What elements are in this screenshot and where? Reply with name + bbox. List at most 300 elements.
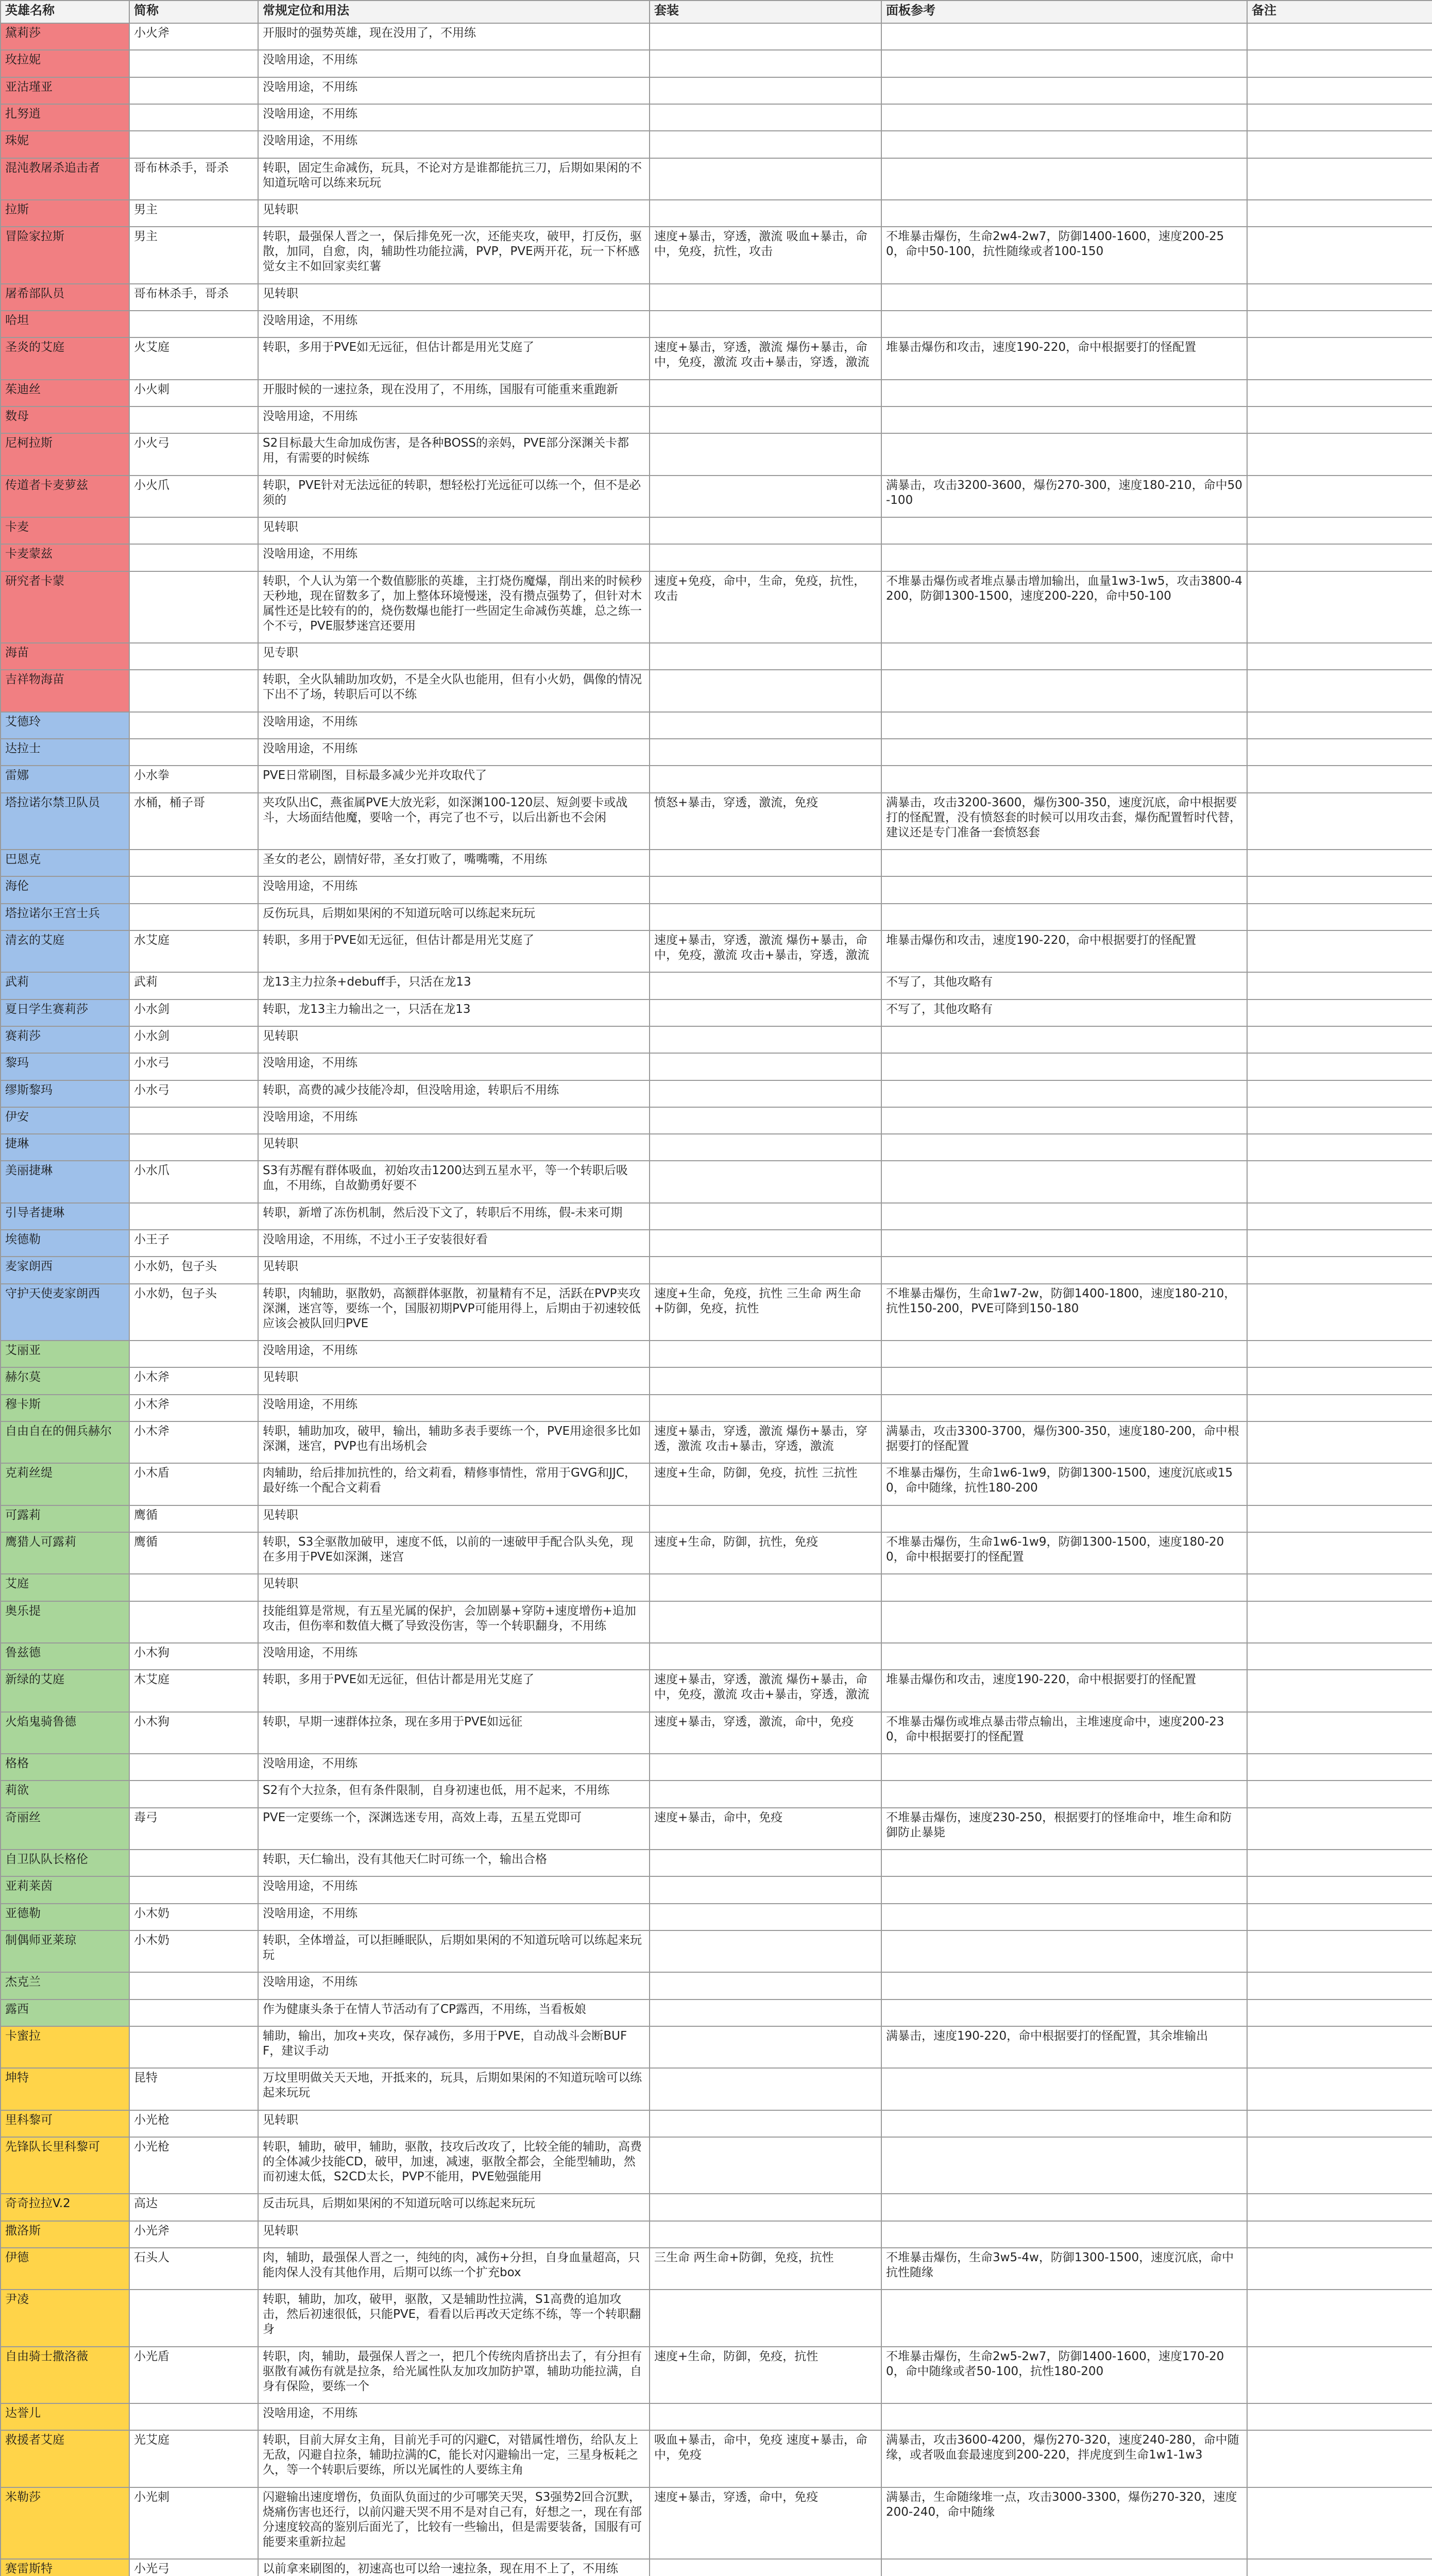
abbr-cell[interactable]: 武莉 <box>129 972 258 999</box>
usage-cell[interactable]: 没啥用途，不用练 <box>258 1643 650 1670</box>
note-cell[interactable] <box>1247 2221 1432 2248</box>
note-cell[interactable] <box>1247 766 1432 792</box>
note-cell[interactable] <box>1247 1505 1432 1532</box>
usage-cell[interactable]: 没啥用途，不用练 <box>258 712 650 739</box>
hero-name-cell[interactable]: 先锋队长里科黎可 <box>1 2137 129 2194</box>
note-cell[interactable] <box>1247 712 1432 739</box>
panel-cell[interactable]: 满暴击，生命随缘堆一点，攻击3000-3300，爆伤270-320，速度200-240，命中随缘 <box>881 2487 1247 2559</box>
panel-cell[interactable] <box>881 2194 1247 2221</box>
hero-name-cell[interactable]: 屠希部队员 <box>1 284 129 311</box>
note-cell[interactable] <box>1247 2487 1432 2559</box>
hero-name-cell[interactable]: 亚沽瑾亚 <box>1 77 129 104</box>
abbr-cell[interactable]: 毒弓 <box>129 1808 258 1850</box>
panel-cell[interactable] <box>881 517 1247 544</box>
set-cell[interactable] <box>650 2194 881 2221</box>
usage-cell[interactable]: 没啥用途，不用练 <box>258 131 650 158</box>
panel-cell[interactable] <box>881 1134 1247 1161</box>
note-cell[interactable] <box>1247 1284 1432 1341</box>
hero-name-cell[interactable]: 赫尔莫 <box>1 1367 129 1394</box>
abbr-cell[interactable] <box>129 50 258 77</box>
hero-name-cell[interactable]: 达誉儿 <box>1 2403 129 2430</box>
abbr-cell[interactable]: 哥布林杀手，哥杀 <box>129 284 258 311</box>
note-cell[interactable] <box>1247 227 1432 283</box>
hero-name-cell[interactable]: 研究者卡蒙 <box>1 571 129 643</box>
abbr-cell[interactable] <box>129 670 258 711</box>
panel-cell[interactable] <box>881 2559 1247 2576</box>
note-cell[interactable] <box>1247 1421 1432 1463</box>
abbr-cell[interactable]: 小水奶，包子头 <box>129 1284 258 1341</box>
set-cell[interactable] <box>650 104 881 131</box>
usage-cell[interactable]: 转职，最强保人晋之一，保后排免死一次，还能夹攻，破甲，打反伤，驱散，加同，自愈，肉，辅助性功能拉满，PVP，PVE两开花，玩一下杯感觉女主不如回家卖红薯 <box>258 227 650 283</box>
usage-cell[interactable]: 龙13主力拉条+debuff手，只活在龙13 <box>258 972 650 999</box>
panel-cell[interactable] <box>881 1850 1247 1876</box>
set-cell[interactable] <box>650 1850 881 1876</box>
abbr-cell[interactable] <box>129 2290 258 2346</box>
usage-cell[interactable]: 没啥用途，不用练 <box>258 739 650 766</box>
panel-cell[interactable] <box>881 2290 1247 2346</box>
usage-cell[interactable]: 辅助，输出，加攻+夹攻，保存减伤，多用于PVE，自动战斗会断BUFF，建议手动 <box>258 2026 650 2068</box>
panel-cell[interactable] <box>881 544 1247 571</box>
panel-cell[interactable] <box>881 284 1247 311</box>
usage-cell[interactable]: S2目标最大生命加成伤害，是各种BOSS的亲妈，PVE部分深渊关卡都用，有需要的时候练 <box>258 433 650 475</box>
usage-cell[interactable]: 没啥用途，不用练 <box>258 1107 650 1134</box>
set-cell[interactable] <box>650 50 881 77</box>
abbr-cell[interactable]: 小木斧 <box>129 1367 258 1394</box>
panel-cell[interactable] <box>881 1395 1247 1421</box>
hero-name-cell[interactable]: 救援者艾庭 <box>1 2430 129 2487</box>
abbr-cell[interactable]: 男主 <box>129 227 258 283</box>
usage-cell[interactable]: 没啥用途，不用练，不过小王子安装很好看 <box>258 1230 650 1257</box>
abbr-cell[interactable] <box>129 1850 258 1876</box>
hero-name-cell[interactable]: 伊安 <box>1 1107 129 1134</box>
abbr-cell[interactable]: 木艾庭 <box>129 1670 258 1711</box>
panel-cell[interactable] <box>881 766 1247 792</box>
usage-cell[interactable]: 没啥用途，不用练 <box>258 311 650 337</box>
usage-cell[interactable]: 转职，肉辅助，驱散奶，高额群体驱散，初量精有不足，活跃在PVP夹攻深渊，迷宫等，要练一个，国服初期PVP可能用得上，后期由于初速较低应该会被队回归PVE <box>258 1284 650 1341</box>
usage-cell[interactable]: 见专职 <box>258 643 650 670</box>
panel-cell[interactable] <box>881 1080 1247 1107</box>
panel-cell[interactable] <box>881 1754 1247 1781</box>
abbr-cell[interactable]: 小木奶 <box>129 1930 258 1972</box>
note-cell[interactable] <box>1247 876 1432 903</box>
note-cell[interactable] <box>1247 670 1432 711</box>
hero-name-cell[interactable]: 缪斯黎玛 <box>1 1080 129 1107</box>
set-cell[interactable] <box>650 1230 881 1257</box>
note-cell[interactable] <box>1247 1930 1432 1972</box>
note-cell[interactable] <box>1247 2026 1432 2068</box>
set-cell[interactable] <box>650 1026 881 1053</box>
usage-cell[interactable]: 闪避输出速度增伤，负面队负面过的少可哪笑天哭，S3强势2回合沉默，烧痛伤害也还行，以前闪避天哭不用不是对自己有，好想之一，现在有部分速度较高的鉴别后面光了，比较有一些输出，但是需要装备，国服有可能要来重新拉起 <box>258 2487 650 2559</box>
hero-name-cell[interactable]: 撒洛斯 <box>1 2221 129 2248</box>
panel-cell[interactable] <box>881 1203 1247 1230</box>
set-cell[interactable] <box>650 1999 881 2026</box>
note-cell[interactable] <box>1247 1999 1432 2026</box>
set-cell[interactable] <box>650 544 881 571</box>
panel-cell[interactable] <box>881 406 1247 433</box>
note-cell[interactable] <box>1247 1670 1432 1711</box>
note-cell[interactable] <box>1247 2194 1432 2221</box>
hero-name-cell[interactable]: 赛雷斯特 <box>1 2559 129 2576</box>
set-cell[interactable]: 速度+暴击，穿透，激流 爆伤+暴击，穿透，激流 攻击+暴击，穿透，激流 <box>650 1421 881 1463</box>
panel-cell[interactable]: 不堆暴击爆伤或者堆点暴击增加输出，血量1w3-1w5，攻击3800-4200，防御1300-1500，速度200-220，命中50-100 <box>881 571 1247 643</box>
set-cell[interactable] <box>650 1876 881 1903</box>
hero-name-cell[interactable]: 可露莉 <box>1 1505 129 1532</box>
note-cell[interactable] <box>1247 1781 1432 1807</box>
note-cell[interactable] <box>1247 643 1432 670</box>
panel-cell[interactable] <box>881 158 1247 200</box>
set-cell[interactable] <box>650 1367 881 1394</box>
usage-cell[interactable]: 没啥用途，不用练 <box>258 1876 650 1903</box>
note-cell[interactable] <box>1247 1367 1432 1394</box>
note-cell[interactable] <box>1247 999 1432 1026</box>
panel-cell[interactable] <box>881 643 1247 670</box>
abbr-cell[interactable] <box>129 1999 258 2026</box>
note-cell[interactable] <box>1247 200 1432 227</box>
hero-name-cell[interactable]: 自卫队队长格伦 <box>1 1850 129 1876</box>
usage-cell[interactable]: 转职，多用于PVE如无远征，但估计都是用光艾庭了 <box>258 1670 650 1711</box>
usage-cell[interactable]: 转职，全火队辅助加攻奶，不是全火队也能用，但有小火奶，偶像的情况下出不了场，转职后可以不练 <box>258 670 650 711</box>
hero-name-cell[interactable]: 卡麦 <box>1 517 129 544</box>
set-cell[interactable] <box>650 2403 881 2430</box>
set-cell[interactable] <box>650 200 881 227</box>
note-cell[interactable] <box>1247 1341 1432 1367</box>
usage-cell[interactable]: 没啥用途，不用练 <box>258 1754 650 1781</box>
note-cell[interactable] <box>1247 50 1432 77</box>
set-cell[interactable] <box>650 2110 881 2137</box>
note-cell[interactable] <box>1247 1053 1432 1080</box>
abbr-cell[interactable] <box>129 544 258 571</box>
note-cell[interactable] <box>1247 1876 1432 1903</box>
usage-cell[interactable]: 没啥用途，不用练 <box>258 50 650 77</box>
set-cell[interactable] <box>650 739 881 766</box>
note-cell[interactable] <box>1247 1134 1432 1161</box>
set-cell[interactable] <box>650 433 881 475</box>
abbr-cell[interactable]: 光艾庭 <box>129 2430 258 2487</box>
hero-name-cell[interactable]: 埃德勒 <box>1 1230 129 1257</box>
set-cell[interactable] <box>650 850 881 876</box>
set-cell[interactable] <box>650 1930 881 1972</box>
abbr-cell[interactable]: 小火刺 <box>129 380 258 406</box>
hero-name-cell[interactable]: 奇奇拉拉V.2 <box>1 2194 129 2221</box>
hero-name-cell[interactable]: 卡麦蒙兹 <box>1 544 129 571</box>
hero-name-cell[interactable]: 火焰鬼骑鲁德 <box>1 1712 129 1754</box>
note-cell[interactable] <box>1247 2430 1432 2487</box>
set-cell[interactable] <box>650 77 881 104</box>
panel-cell[interactable] <box>881 1999 1247 2026</box>
panel-cell[interactable]: 不堆暴击爆伤，生命2w5-2w7，防御1400-1600，速度170-200，命中随缘或者50-100，抗性180-200 <box>881 2347 1247 2403</box>
usage-cell[interactable]: 转职，肉，辅助，最强保人晋之一，把几个传统肉盾挤出去了，有分担有驱散有减伤有就是拉条，给光属性队友加攻加防护罩，辅助功能拉满，自身有保险，要练一个 <box>258 2347 650 2403</box>
note-cell[interactable] <box>1247 904 1432 930</box>
abbr-cell[interactable]: 哥布林杀手，哥杀 <box>129 158 258 200</box>
set-cell[interactable] <box>650 1781 881 1807</box>
set-cell[interactable]: 速度+暴击，穿透，激流 爆伤+暴击，命中，免疫，激流 攻击+暴击，穿透，激流 <box>650 1670 881 1711</box>
note-cell[interactable] <box>1247 972 1432 999</box>
usage-cell[interactable]: 没啥用途，不用练 <box>258 2403 650 2430</box>
abbr-cell[interactable] <box>129 1876 258 1903</box>
note-cell[interactable] <box>1247 131 1432 158</box>
note-cell[interactable] <box>1247 2347 1432 2403</box>
usage-cell[interactable]: 没啥用途，不用练 <box>258 406 650 433</box>
col-header-panel[interactable]: 面板参考 <box>881 1 1247 23</box>
abbr-cell[interactable] <box>129 2026 258 2068</box>
panel-cell[interactable] <box>881 433 1247 475</box>
usage-cell[interactable]: 没啥用途，不用练 <box>258 77 650 104</box>
hero-name-cell[interactable]: 艾庭 <box>1 1574 129 1601</box>
hero-name-cell[interactable]: 玫拉妮 <box>1 50 129 77</box>
panel-cell[interactable] <box>881 311 1247 337</box>
set-cell[interactable] <box>650 158 881 200</box>
hero-name-cell[interactable]: 守护天使麦家朗西 <box>1 1284 129 1341</box>
abbr-cell[interactable] <box>129 571 258 643</box>
hero-name-cell[interactable]: 传道者卡麦萝兹 <box>1 476 129 517</box>
hero-name-cell[interactable]: 尹凌 <box>1 2290 129 2346</box>
panel-cell[interactable]: 满暴击，攻击3200-3600，爆伤300-350，速度沉底，命中根据要打的怪配置，没有愤怒套的时候可以用攻击套，爆伤配置暂时代替，建议还是专门准备一套愤怒套 <box>881 793 1247 850</box>
hero-name-cell[interactable]: 捷琳 <box>1 1134 129 1161</box>
note-cell[interactable] <box>1247 793 1432 850</box>
usage-cell[interactable]: 没啥用途，不用练 <box>258 1904 650 1930</box>
hero-name-cell[interactable]: 冒险家拉斯 <box>1 227 129 283</box>
panel-cell[interactable] <box>881 1643 1247 1670</box>
hero-name-cell[interactable]: 达拉士 <box>1 739 129 766</box>
note-cell[interactable] <box>1247 517 1432 544</box>
set-cell[interactable]: 速度+暴击，穿透，命中，免疫 <box>650 2487 881 2559</box>
col-header-abbr[interactable]: 简称 <box>129 1 258 23</box>
usage-cell[interactable]: 没啥用途，不用练 <box>258 1972 650 1999</box>
panel-cell[interactable]: 不堆暴击爆伤，生命2w4-2w7，防御1400-1600，速度200-250，命中50-100，抗性随缘或者100-150 <box>881 227 1247 283</box>
panel-cell[interactable]: 不堆暴击爆伤，速度230-250，根据要打的怪堆命中，堆生命和防御防止暴毙 <box>881 1808 1247 1850</box>
note-cell[interactable] <box>1247 1808 1432 1850</box>
note-cell[interactable] <box>1247 1574 1432 1601</box>
panel-cell[interactable] <box>881 1781 1247 1807</box>
hero-name-cell[interactable]: 坤特 <box>1 2068 129 2110</box>
note-cell[interactable] <box>1247 1257 1432 1283</box>
hero-name-cell[interactable]: 美丽捷琳 <box>1 1161 129 1202</box>
abbr-cell[interactable]: 小光斧 <box>129 2221 258 2248</box>
panel-cell[interactable] <box>881 1574 1247 1601</box>
panel-cell[interactable] <box>881 200 1247 227</box>
hero-name-cell[interactable]: 赛莉莎 <box>1 1026 129 1053</box>
usage-cell[interactable]: 圣女的老公，剧情好带，圣女打败了，嘴嘴嘴，不用练 <box>258 850 650 876</box>
hero-name-cell[interactable]: 珠妮 <box>1 131 129 158</box>
abbr-cell[interactable]: 小光枪 <box>129 2110 258 2137</box>
usage-cell[interactable]: 见转职 <box>258 1026 650 1053</box>
hero-name-cell[interactable]: 夏日学生赛莉莎 <box>1 999 129 1026</box>
set-cell[interactable]: 速度+生命，防御，抗性，免疫 <box>650 1532 881 1574</box>
abbr-cell[interactable]: 小木奶 <box>129 1904 258 1930</box>
hero-name-cell[interactable]: 新绿的艾庭 <box>1 1670 129 1711</box>
abbr-cell[interactable]: 水桶，桶子哥 <box>129 793 258 850</box>
hero-name-cell[interactable]: 格格 <box>1 1754 129 1781</box>
abbr-cell[interactable] <box>129 1107 258 1134</box>
hero-name-cell[interactable]: 雷娜 <box>1 766 129 792</box>
hero-name-cell[interactable]: 制偶师亚莱琼 <box>1 1930 129 1972</box>
hero-name-cell[interactable]: 海苗 <box>1 643 129 670</box>
hero-name-cell[interactable]: 清玄的艾庭 <box>1 930 129 972</box>
panel-cell[interactable] <box>881 850 1247 876</box>
usage-cell[interactable]: 没啥用途，不用练 <box>258 1395 650 1421</box>
panel-cell[interactable]: 堆暴击爆伤和攻击，速度190-220，命中根据要打的怪配置 <box>881 337 1247 379</box>
panel-cell[interactable] <box>881 2137 1247 2194</box>
abbr-cell[interactable] <box>129 1754 258 1781</box>
abbr-cell[interactable]: 小王子 <box>129 1230 258 1257</box>
hero-name-cell[interactable]: 麦家朗西 <box>1 1257 129 1283</box>
usage-cell[interactable]: PVE日常刷图，目标最多减少光并攻取代了 <box>258 766 650 792</box>
note-cell[interactable] <box>1247 284 1432 311</box>
usage-cell[interactable]: 见转职 <box>258 200 650 227</box>
hero-name-cell[interactable]: 引导者捷琳 <box>1 1203 129 1230</box>
hero-name-cell[interactable]: 哈坦 <box>1 311 129 337</box>
usage-cell[interactable]: 转职，辅助，破甲，辅助，驱散，技攻后改攻了，比较全能的辅助，高费的全体减少技能CD，破甲，加速，减速，驱散全都会，全能型辅助，然而初速太低，S2CD太长，PVP不能用，PVE勉强能用 <box>258 2137 650 2194</box>
usage-cell[interactable]: 见转职 <box>258 1574 650 1601</box>
hero-name-cell[interactable]: 卡蜜拉 <box>1 2026 129 2068</box>
abbr-cell[interactable]: 男主 <box>129 200 258 227</box>
note-cell[interactable] <box>1247 1026 1432 1053</box>
panel-cell[interactable] <box>881 131 1247 158</box>
usage-cell[interactable]: 转职，多用于PVE如无远征，但估计都是用光艾庭了 <box>258 930 650 972</box>
set-cell[interactable] <box>650 2221 881 2248</box>
abbr-cell[interactable]: 小光枪 <box>129 2137 258 2194</box>
abbr-cell[interactable] <box>129 850 258 876</box>
set-cell[interactable] <box>650 2137 881 2194</box>
abbr-cell[interactable]: 昆特 <box>129 2068 258 2110</box>
note-cell[interactable] <box>1247 1532 1432 1574</box>
set-cell[interactable] <box>650 876 881 903</box>
abbr-cell[interactable]: 水艾庭 <box>129 930 258 972</box>
abbr-cell[interactable] <box>129 2403 258 2430</box>
note-cell[interactable] <box>1247 311 1432 337</box>
hero-name-cell[interactable]: 奥乐提 <box>1 1601 129 1643</box>
abbr-cell[interactable]: 石头人 <box>129 2248 258 2290</box>
abbr-cell[interactable] <box>129 712 258 739</box>
hero-name-cell[interactable]: 混沌教屠杀追击者 <box>1 158 129 200</box>
col-header-note[interactable]: 备注 <box>1247 1 1432 23</box>
abbr-cell[interactable]: 小火弓 <box>129 433 258 475</box>
hero-name-cell[interactable]: 伊德 <box>1 2248 129 2290</box>
panel-cell[interactable] <box>881 1257 1247 1283</box>
hero-name-cell[interactable]: 克莉丝缇 <box>1 1463 129 1505</box>
abbr-cell[interactable] <box>129 1203 258 1230</box>
note-cell[interactable] <box>1247 77 1432 104</box>
col-header-usage[interactable]: 常规定位和用法 <box>258 1 650 23</box>
note-cell[interactable] <box>1247 1601 1432 1643</box>
usage-cell[interactable]: 转职，多用于PVE如无远征，但估计都是用光艾庭了 <box>258 337 650 379</box>
set-cell[interactable] <box>650 1904 881 1930</box>
abbr-cell[interactable] <box>129 739 258 766</box>
panel-cell[interactable] <box>881 380 1247 406</box>
usage-cell[interactable]: 转职，辅助加攻，破甲，输出，辅助多表手要练一个，PVE用途很多比如深渊，迷宫，PVP也有出场机会 <box>258 1421 650 1463</box>
usage-cell[interactable]: 见转职 <box>258 1367 650 1394</box>
hero-name-cell[interactable]: 数母 <box>1 406 129 433</box>
abbr-cell[interactable]: 小水拳 <box>129 766 258 792</box>
usage-cell[interactable]: 开服时的强势英雄，现在没用了，不用练 <box>258 23 650 50</box>
note-cell[interactable] <box>1247 158 1432 200</box>
panel-cell[interactable] <box>881 1026 1247 1053</box>
panel-cell[interactable] <box>881 1161 1247 1202</box>
note-cell[interactable] <box>1247 1395 1432 1421</box>
usage-cell[interactable]: 夹攻队出C，燕雀属PVE大放光彩，如深渊100-120层、短剑要卡或战斗，大场面结他魔，要啥一个，再完了也不亏，以后出新也不会闲 <box>258 793 650 850</box>
panel-cell[interactable] <box>881 904 1247 930</box>
hero-name-cell[interactable]: 黛莉莎 <box>1 23 129 50</box>
panel-cell[interactable]: 不写了，其他攻略有 <box>881 972 1247 999</box>
usage-cell[interactable]: 反击玩具，后期如果闲的不知道玩啥可以练起来玩玩 <box>258 2194 650 2221</box>
set-cell[interactable] <box>650 2559 881 2576</box>
usage-cell[interactable]: 见转职 <box>258 284 650 311</box>
set-cell[interactable] <box>650 1134 881 1161</box>
usage-cell[interactable]: 没啥用途，不用练 <box>258 104 650 131</box>
set-cell[interactable] <box>650 476 881 517</box>
panel-cell[interactable]: 不堆暴击爆伤，生命1w6-1w9，防御1300-1500，速度沉底或150，命中随缘，抗性180-200 <box>881 1463 1247 1505</box>
set-cell[interactable] <box>650 1505 881 1532</box>
usage-cell[interactable]: 转职，天仁输出，没有其他天仁时可练一个，输出合格 <box>258 1850 650 1876</box>
usage-cell[interactable]: 见转职 <box>258 1257 650 1283</box>
note-cell[interactable] <box>1247 1643 1432 1670</box>
panel-cell[interactable] <box>881 2110 1247 2137</box>
set-cell[interactable]: 速度+暴击，穿透，激流 爆伤+暴击，命中，免疫，激流 攻击+暴击，穿透，激流 <box>650 337 881 379</box>
abbr-cell[interactable]: 小火斧 <box>129 23 258 50</box>
panel-cell[interactable] <box>881 104 1247 131</box>
hero-name-cell[interactable]: 里科黎可 <box>1 2110 129 2137</box>
set-cell[interactable]: 吸血+暴击，命中，免疫 速度+暴击，命中，免疫 <box>650 2430 881 2487</box>
col-header-set[interactable]: 套装 <box>650 1 881 23</box>
note-cell[interactable] <box>1247 2248 1432 2290</box>
abbr-cell[interactable]: 小水弓 <box>129 1080 258 1107</box>
set-cell[interactable] <box>650 284 881 311</box>
panel-cell[interactable] <box>881 2403 1247 2430</box>
note-cell[interactable] <box>1247 1463 1432 1505</box>
note-cell[interactable] <box>1247 337 1432 379</box>
set-cell[interactable] <box>650 1972 881 1999</box>
note-cell[interactable] <box>1247 571 1432 643</box>
abbr-cell[interactable]: 小木斧 <box>129 1395 258 1421</box>
usage-cell[interactable]: S2有个大拉条，但有条件限制，自身初速也低，用不起来，不用练 <box>258 1781 650 1807</box>
set-cell[interactable] <box>650 670 881 711</box>
hero-name-cell[interactable]: 武莉 <box>1 972 129 999</box>
hero-name-cell[interactable]: 杰克兰 <box>1 1972 129 1999</box>
note-cell[interactable] <box>1247 23 1432 50</box>
usage-cell[interactable]: 转职，固定生命减伤，玩具，不论对方是谁都能抗三刀，后期如果闲的不知道玩啥可以练来玩玩 <box>258 158 650 200</box>
hero-name-cell[interactable]: 鹰猎人可露莉 <box>1 1532 129 1574</box>
hero-name-cell[interactable]: 吉祥物海苗 <box>1 670 129 711</box>
set-cell[interactable] <box>650 766 881 792</box>
panel-cell[interactable] <box>881 1601 1247 1643</box>
abbr-cell[interactable]: 小光弓 <box>129 2559 258 2576</box>
set-cell[interactable]: 速度+暴击，穿透，激流 爆伤+暴击，命中，免疫，激流 攻击+暴击，穿透，激流 <box>650 930 881 972</box>
set-cell[interactable] <box>650 517 881 544</box>
note-cell[interactable] <box>1247 739 1432 766</box>
panel-cell[interactable]: 不堆暴击爆伤，生命1w6-1w9，防御1300-1500，速度180-200，命中根据要打的怪配置 <box>881 1532 1247 1574</box>
usage-cell[interactable]: 转职，S3全驱散加破甲，速度不低，以前的一速破甲手配合队头免，现在多用于PVE如深渊，迷宫 <box>258 1532 650 1574</box>
note-cell[interactable] <box>1247 104 1432 131</box>
usage-cell[interactable]: 肉辅助，给后排加抗性的，给文莉看，精修事情性，常用于GVG和JJC，最好练一个配合文莉看 <box>258 1463 650 1505</box>
panel-cell[interactable] <box>881 1230 1247 1257</box>
abbr-cell[interactable] <box>129 1972 258 1999</box>
note-cell[interactable] <box>1247 850 1432 876</box>
set-cell[interactable] <box>650 1257 881 1283</box>
usage-cell[interactable]: 肉，辅助，最强保人晋之一，纯纯的肉，减伤+分担，自身血量超高，只能肉保人没有其他作用，后期可以练一个扩充box <box>258 2248 650 2290</box>
panel-cell[interactable]: 不堆暴击爆伤，生命1w7-2w，防御1400-1800，速度180-210，抗性150-200，PVE可降到150-180 <box>881 1284 1247 1341</box>
set-cell[interactable] <box>650 23 881 50</box>
usage-cell[interactable]: 没啥用途，不用练 <box>258 876 650 903</box>
panel-cell[interactable]: 不堆暴击爆伤或堆点暴击带点输出，主堆速度命中，速度200-230，命中根据要打的怪配置 <box>881 1712 1247 1754</box>
note-cell[interactable] <box>1247 1107 1432 1134</box>
set-cell[interactable] <box>650 2068 881 2110</box>
panel-cell[interactable]: 不堆暴击爆伤，生命3w5-4w，防御1300-1500，速度沉底，命中抗性随缘 <box>881 2248 1247 2290</box>
hero-name-cell[interactable]: 巴恩克 <box>1 850 129 876</box>
set-cell[interactable] <box>650 1754 881 1781</box>
usage-cell[interactable]: S3有苏醒有群体吸血，初始攻击1200达到五星水平，等一个转职后吸血，不用练，自故勤勇好要不 <box>258 1161 650 1202</box>
hero-name-cell[interactable]: 鲁兹德 <box>1 1643 129 1670</box>
note-cell[interactable] <box>1247 2110 1432 2137</box>
